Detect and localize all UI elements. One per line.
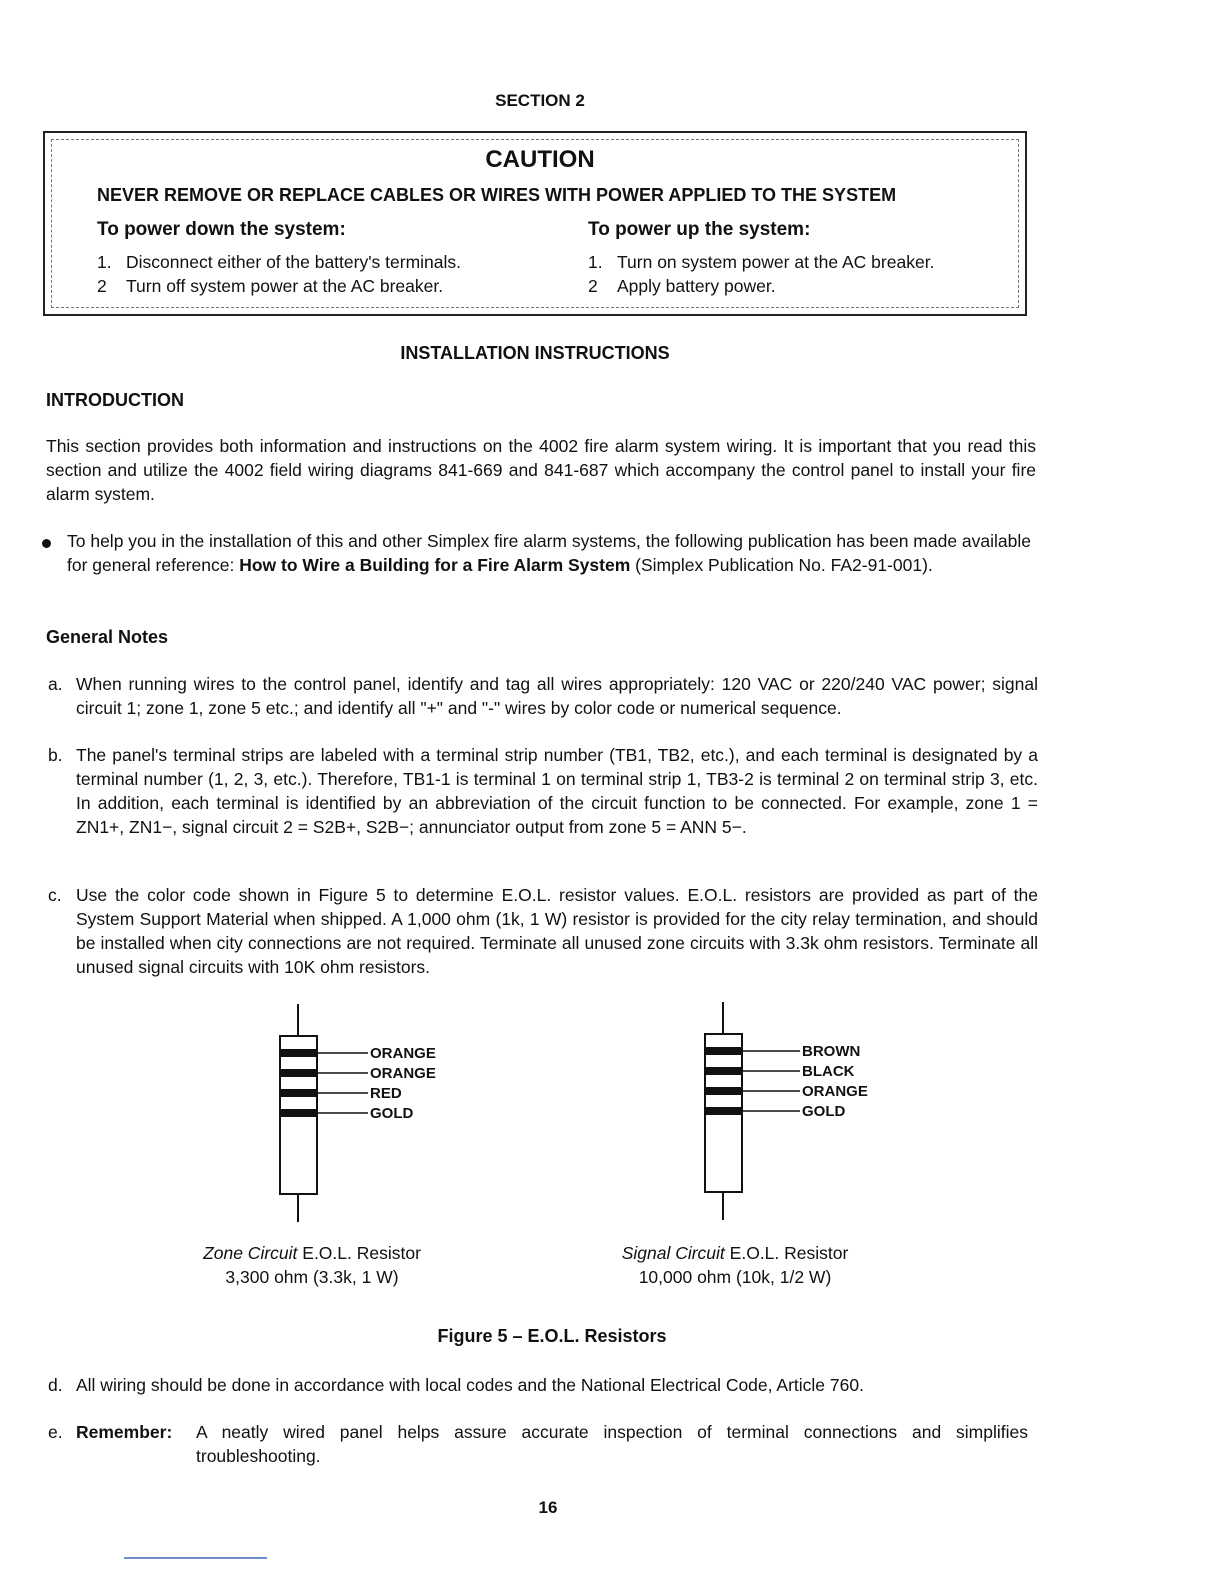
zone-resistor (280, 1004, 368, 1222)
signal-band-label-2: BLACK (802, 1063, 855, 1080)
note-e-letter: e. (48, 1422, 63, 1442)
zone-caption-rest: E.O.L. Resistor (297, 1243, 421, 1263)
signal-band-label-3: ORANGE (802, 1083, 868, 1100)
signal-caption-line-1 (585, 1241, 885, 1265)
note-c-letter: c. (48, 885, 62, 905)
general-notes-heading: General Notes (46, 627, 169, 647)
bottom-rule (124, 1557, 267, 1559)
publication-title: How to Wire a Building for a Fire Alarm System (239, 555, 631, 575)
power-up-step-1: Turn on system power at the AC breaker. (617, 252, 935, 272)
signal-band-label-1: BROWN (802, 1043, 861, 1060)
signal-band-4 (705, 1108, 742, 1114)
figure-title: Figure 5 – E.O.L. Resistors (437, 1326, 667, 1346)
introduction-paragraph: This section provides both information and instructions on the 4002 fire alarm system wiring. It is important that you read this section and utilize the 4002 field wiring diagrams 841-669 and 841-687 which accompany the control panel to install your fire alarm system. (46, 436, 1036, 504)
zone-caption-line-1 (162, 1241, 462, 1265)
installation-heading: INSTALLATION INSTRUCTIONS (400, 343, 670, 363)
bullet-text-after: (Simplex Publication No. FA2-91-001). (630, 555, 933, 575)
note-a-letter: a. (48, 674, 63, 694)
signal-caption-italic: Signal Circuit (621, 1243, 725, 1263)
caution-warning: NEVER REMOVE OR REPLACE CABLES OR WIRES WITH POWER APPLIED TO THE SYSTEM (97, 185, 897, 205)
note-d-text: All wiring should be done in accordance with local codes and the National Electrical Code, Article 760. (76, 1375, 864, 1395)
note-a-text: When running wires to the control panel, identify and tag all wires appropriately: 120 VAC or 220/240 VAC power; signal circuit 1; zone 1, zone 5 etc.; and identify all "+" and "-" wires by color code or numerical sequence. (76, 674, 1038, 718)
note-e-remember: Remember: (76, 1422, 173, 1442)
caution-title: CAUTION (485, 146, 595, 173)
introduction-heading: INTRODUCTION (46, 390, 184, 410)
zone-caption-value: 3,300 ohm (3.3k, 1 W) (225, 1267, 399, 1287)
power-down-step-2: Turn off system power at the AC breaker. (126, 276, 444, 296)
signal-band-1 (705, 1048, 742, 1054)
note-b-text: The panel's terminal strips are labeled with a terminal strip number (TB1, TB2, etc.), and each terminal is designated by a terminal number (1, 2, 3, etc.). Therefore, TB1-1 is terminal 1 on terminal strip 1, TB3-2 is terminal 2 on terminal strip 3, etc. In addition, each terminal is identified by an abbreviation of the circuit function to be connected. For example, zone 1 = ZN1+, ZN1−, signal circuit 2 = S2B+, S2B−; annunciator output from zone 5 = ANN 5−. (76, 745, 1038, 837)
signal-band-3 (705, 1088, 742, 1094)
zone-band-3 (280, 1090, 317, 1096)
power-down-step-1: Disconnect either of the battery's terminals. (126, 252, 462, 272)
note-d-letter: d. (48, 1375, 63, 1395)
signal-caption-rest: E.O.L. Resistor (724, 1243, 849, 1263)
power-up-step-1-number: 1. (588, 252, 603, 272)
note-e-text: A neatly wired panel helps assure accurate inspection of terminal connections and simplifies troubleshooting. (196, 1422, 1028, 1466)
zone-band-label-1: ORANGE (370, 1045, 436, 1062)
signal-band-label-4: GOLD (802, 1103, 846, 1120)
bullet-text-before: To help you in the installation of this and other Simplex fire alarm systems, the following publication has been made available for general reference: (67, 531, 1032, 575)
zone-band-1 (280, 1050, 317, 1056)
page-number: 16 (538, 1498, 558, 1517)
section-label: SECTION 2 (495, 91, 585, 110)
zone-band-2 (280, 1070, 317, 1076)
signal-resistor (705, 1002, 800, 1220)
power-up-step-2: Apply battery power. (617, 276, 776, 296)
zone-band-label-4: GOLD (370, 1105, 414, 1122)
power-down-heading: To power down the system: (97, 219, 346, 240)
zone-band-label-3: RED (370, 1085, 402, 1102)
power-up-heading: To power up the system: (588, 219, 811, 240)
power-down-step-1-number: 1. (97, 252, 112, 272)
zone-resistor-caption (162, 1241, 462, 1289)
signal-band-2 (705, 1068, 742, 1074)
note-c-text: Use the color code shown in Figure 5 to determine E.O.L. resistor values. E.O.L. resistors are provided as part of the System Support Material when shipped. A 1,000 ohm (1k, 1 W) resistor is provided for the city relay termination, and should be installed when city connections are not required. Terminate all unused zone circuits with 3.3k ohm resistors. Terminate all unused signal circuits with 10K ohm resistors. (76, 885, 1038, 977)
note-b-letter: b. (48, 745, 63, 765)
signal-resistor-caption (585, 1241, 885, 1289)
power-up-step-2-number: 2 (588, 276, 598, 296)
zone-band-label-2: ORANGE (370, 1065, 436, 1082)
zone-band-4 (280, 1110, 317, 1116)
power-down-step-2-number: 2 (97, 276, 107, 296)
signal-caption-value: 10,000 ohm (10k, 1/2 W) (638, 1267, 832, 1287)
zone-caption-italic: Zone Circuit (203, 1243, 298, 1263)
